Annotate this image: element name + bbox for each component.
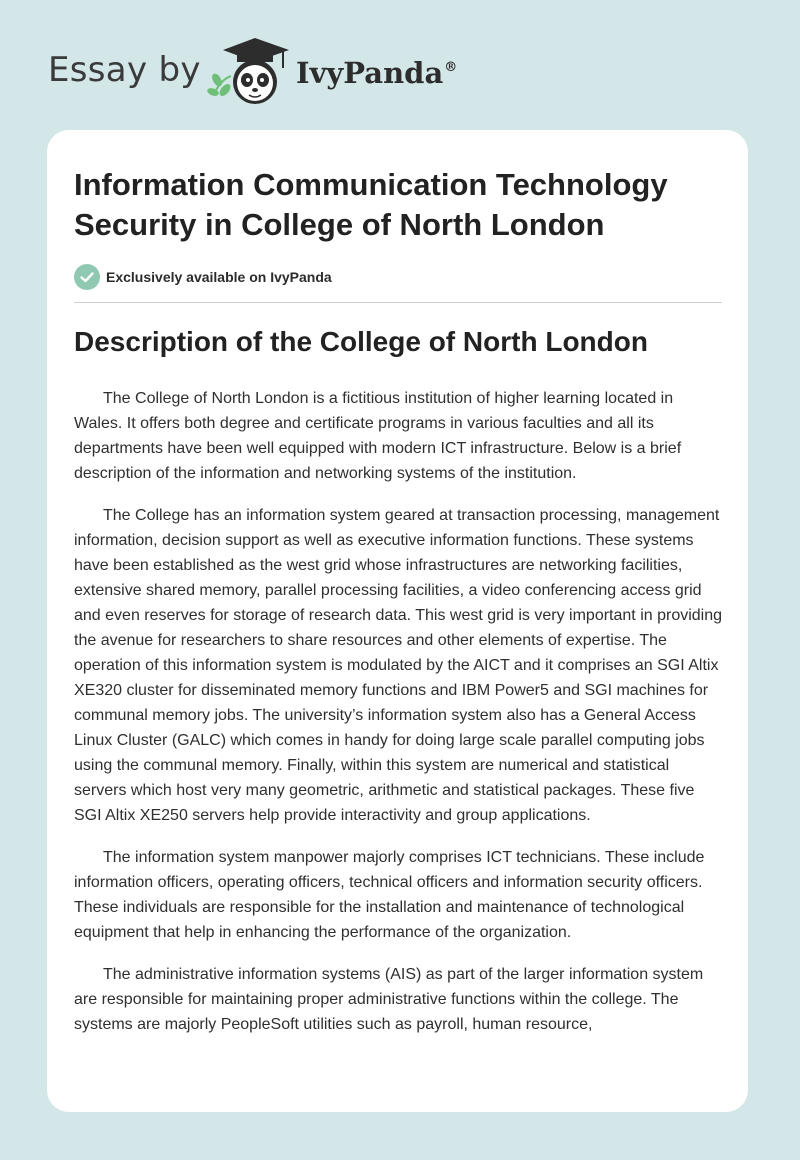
paragraph: The College has an information system geared at transaction processing, management information, decision support as well as executive information functions. These systems have been established as the west grid whose infrastructures are networking facilities, extensive shared memory, parallel processing facilities, a video conferencing access grid and even reserves for storage of research data. This west grid is very important in providing the avenue for researchers to share resources and other elements of expertise. The operation of this information system is modulated by the AICT and it comprises an SGI Altix XE320 cluster for disseminated memory functions and IBM Power5 and SGI machines for communal memory jobs. The university’s information system also has a General Access Linux Cluster (GALC) which comes in handy for doing large scale parallel computing jobs using the communal memory. Finally, within this system are numerical and statistical servers which host very many geometric, arithmetic and statistical packages. These five SGI Altix XE250 servers help provide interactivity and group applications. xyxy=(74,507,723,824)
paragraph: The administrative information systems (AIS) as part of the larger information system are responsible for maintaining proper administrative functions within the college. The systems are majorly PeopleSoft utilities such as payroll, human resource, xyxy=(74,966,704,1033)
check-circle-icon xyxy=(74,264,100,290)
brand-name[interactable]: IvyPanda® xyxy=(296,56,458,90)
paragraph: The information system manpower majorly comprises ICT technicians. These include information officers, operating officers, technical officers and information security officers. These individuals are responsible for the installation and maintenance of technological equipment that help in enhancing the performance of the organization. xyxy=(74,849,705,941)
registered-mark: ® xyxy=(444,60,458,75)
exclusive-badge-text: Exclusively available on IvyPanda xyxy=(106,269,332,285)
title-divider xyxy=(74,302,722,303)
panda-logo-icon[interactable] xyxy=(203,34,293,108)
article-card xyxy=(47,130,748,1112)
article-body xyxy=(74,386,724,1054)
site-header xyxy=(48,34,508,108)
essay-by-label: Essay by xyxy=(48,50,201,90)
article-title: Information Communication Technology Security in College of North London xyxy=(74,167,668,242)
paragraph: The College of North London is a fictitious institution of higher learning located in Wales. It offers both degree and certificate programs in various faculties and all its departments have been well equipped with modern ICT infrastructure. Below is a brief description of the information and networking systems of the institution. xyxy=(74,390,682,482)
exclusive-badge xyxy=(74,264,332,290)
section-heading: Description of the College of North London xyxy=(74,326,648,357)
